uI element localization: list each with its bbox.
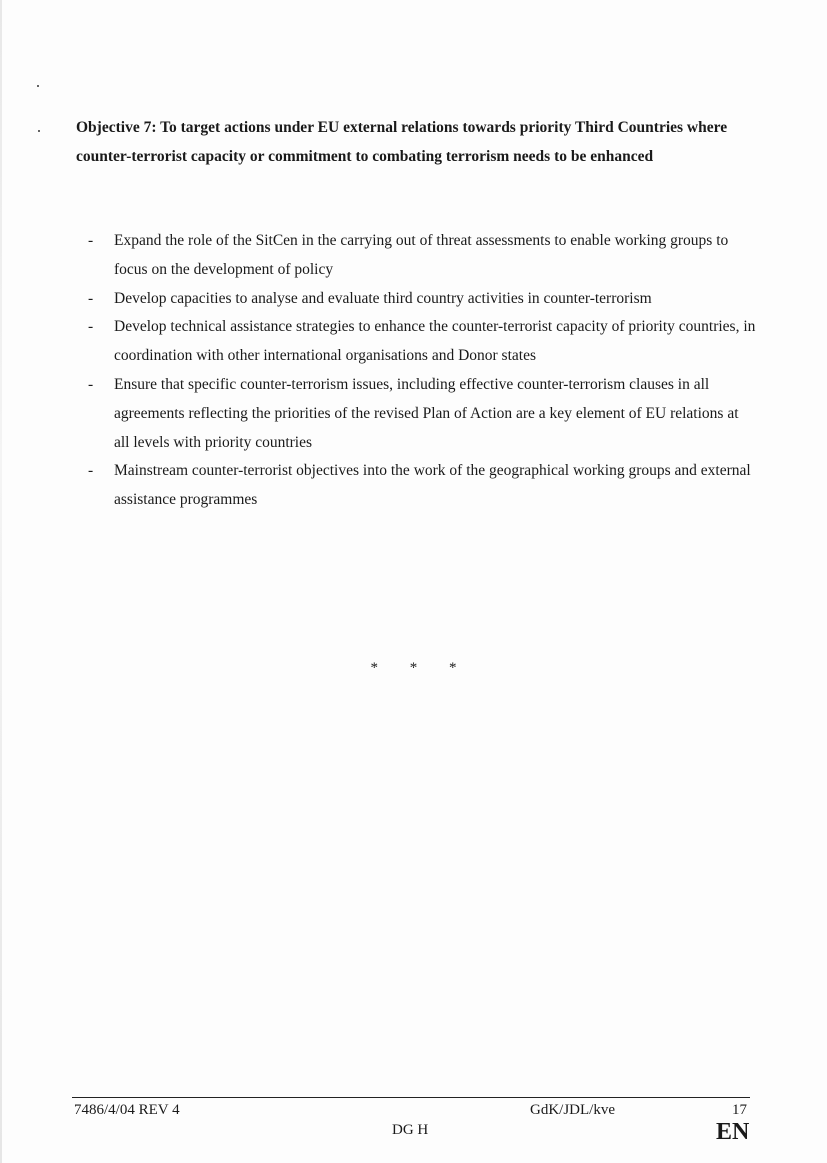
bullet-dash: -	[88, 462, 94, 480]
list-item	[76, 313, 756, 371]
page-number: 17	[732, 1102, 747, 1118]
list-item	[76, 285, 756, 314]
bullet-dash: -	[88, 318, 94, 336]
language-code: EN	[716, 1119, 750, 1145]
directorate-label: DG H	[392, 1122, 429, 1138]
list-item-text: Develop technical assistance strategies to enhance the counter-terrorist capacity of priority countries, in coordination with other international organisations and Donor states	[114, 318, 756, 365]
list-item	[76, 227, 756, 285]
bullet-dash: -	[88, 289, 94, 307]
scan-speck	[38, 130, 40, 132]
separator-star: *	[370, 660, 378, 676]
list-item	[76, 457, 756, 515]
separator-star: *	[409, 660, 418, 676]
document-reference: 7486/4/04 REV 4	[74, 1102, 180, 1118]
author-initials: GdK/JDL/kve	[530, 1102, 615, 1118]
list-item-text: Expand the role of the SitCen in the carrying out of threat assessments to enable working groups to focus on the development of policy	[114, 232, 729, 278]
list-item-text: Develop capacities to analyse and evaluate third country activities in counter-terrorism	[114, 289, 652, 307]
action-list	[76, 227, 756, 515]
list-item	[76, 371, 756, 457]
bullet-dash: -	[88, 375, 94, 393]
objective-heading: Objective 7: To target actions under EU external relations towards priority Third Countries where counter-terrorist capacity or commitment to combating terrorism needs to be enhanced	[76, 119, 728, 165]
footer-divider	[72, 1097, 750, 1098]
bullet-dash: -	[88, 232, 94, 249]
list-item-text: Ensure that specific counter-terrorism issues, including effective counter-terrorism clauses in all agreements reflecting the priorities of the revised Plan of Action are a key element of EU relations at all levels with priority countries	[114, 375, 739, 451]
scan-edge	[0, 0, 2, 1163]
list-item-text: Mainstream counter-terrorist objectives into the work of the geographical working groups and external assistance programmes	[114, 462, 751, 509]
scan-speck	[37, 85, 39, 87]
section-separator	[0, 660, 827, 677]
separator-star: *	[449, 660, 457, 676]
